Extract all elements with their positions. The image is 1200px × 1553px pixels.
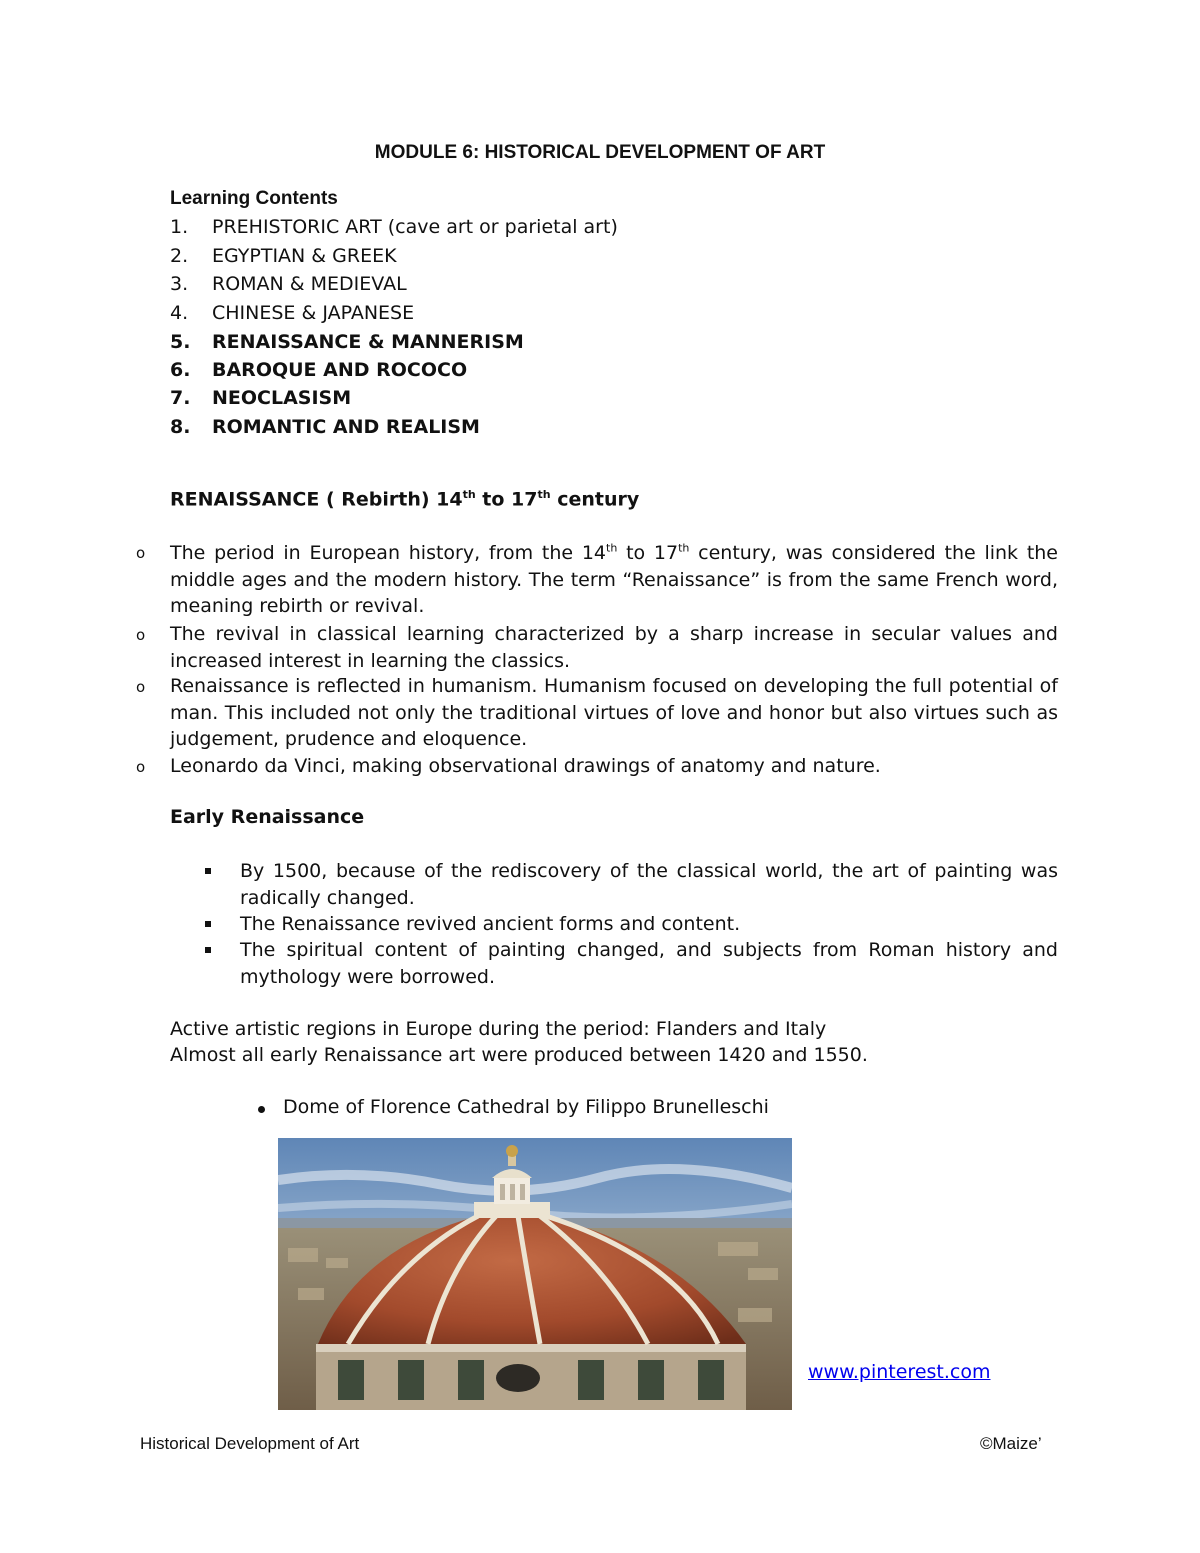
early-list-item: The Renaissance revived ancient forms and content. — [240, 913, 741, 935]
list-number: 2. — [170, 245, 189, 267]
circle-bullet: o — [136, 758, 146, 776]
learning-contents-heading: Learning Contents — [170, 188, 338, 209]
circle-bullet: o — [136, 626, 146, 644]
renaissance-paragraph: Leonardo da Vinci, making observational drawings of anatomy and nature. — [170, 755, 881, 777]
renaissance-paragraph: The period in European history, from the 14th to 17th century, was considered the link the middle ages and the modern history. The term “Renaissance” is from the same French word, meaning rebirth or revival. — [170, 541, 1058, 617]
bullet-dot-icon — [258, 1106, 265, 1113]
early-list-item: By 1500, because of the rediscovery of the classical world, the art of painting was radically changed. — [240, 860, 1058, 909]
square-bullet-icon — [205, 947, 211, 953]
pinterest-link[interactable]: www.pinterest.com — [808, 1361, 991, 1383]
list-number: 3. — [170, 273, 189, 295]
square-bullet-icon — [205, 921, 211, 927]
list-number: 4. — [170, 302, 189, 324]
list-text: BAROQUE AND ROCOCO — [212, 359, 468, 381]
list-number: 8. — [170, 416, 191, 438]
list-text: NEOCLASISM — [212, 387, 352, 409]
early-list-item: The spiritual content of painting changed, and subjects from Roman history and mythology were borrowed. — [240, 939, 1058, 988]
dates-line: Almost all early Renaissance art were produced between 1420 and 1550. — [170, 1044, 868, 1066]
list-number: 5. — [170, 331, 191, 353]
list-text: ROMAN & MEDIEVAL — [212, 273, 407, 295]
list-text: CHINESE & JAPANESE — [212, 302, 415, 324]
list-number: 1. — [170, 216, 189, 238]
early-renaissance-heading: Early Renaissance — [170, 806, 365, 828]
square-bullet-icon — [205, 868, 211, 874]
circle-bullet: o — [136, 678, 146, 696]
list-number: 6. — [170, 359, 191, 381]
renaissance-paragraph: The revival in classical learning characterized by a sharp increase in secular values and increased interest in learning the classics. — [170, 623, 1058, 672]
list-number: 7. — [170, 387, 191, 409]
renaissance-heading: RENAISSANCE ( Rebirth) 14th to 17th century — [170, 488, 640, 511]
dome-caption: Dome of Florence Cathedral by Filippo Brunelleschi — [283, 1096, 769, 1118]
list-text: PREHISTORIC ART (cave art or parietal art) — [212, 216, 618, 238]
regions-line: Active artistic regions in Europe during the period: Flanders and Italy — [170, 1018, 827, 1040]
footer-left: Historical Development of Art — [140, 1434, 360, 1453]
list-text: ROMANTIC AND REALISM — [212, 416, 480, 438]
dome-photo — [278, 1138, 792, 1410]
list-text: RENAISSANCE & MANNERISM — [212, 331, 524, 353]
circle-bullet: o — [136, 544, 146, 562]
renaissance-paragraph: Renaissance is reflected in humanism. Humanism focused on developing the full potential of man. This included not only the traditional virtues of love and honor but also virtues such as judgement, prudence and eloquence. — [170, 675, 1058, 750]
list-text: EGYPTIAN & GREEK — [212, 245, 397, 267]
page-title: MODULE 6: HISTORICAL DEVELOPMENT OF ART — [374, 142, 826, 163]
footer-right: ©Maize’ — [980, 1434, 1042, 1453]
